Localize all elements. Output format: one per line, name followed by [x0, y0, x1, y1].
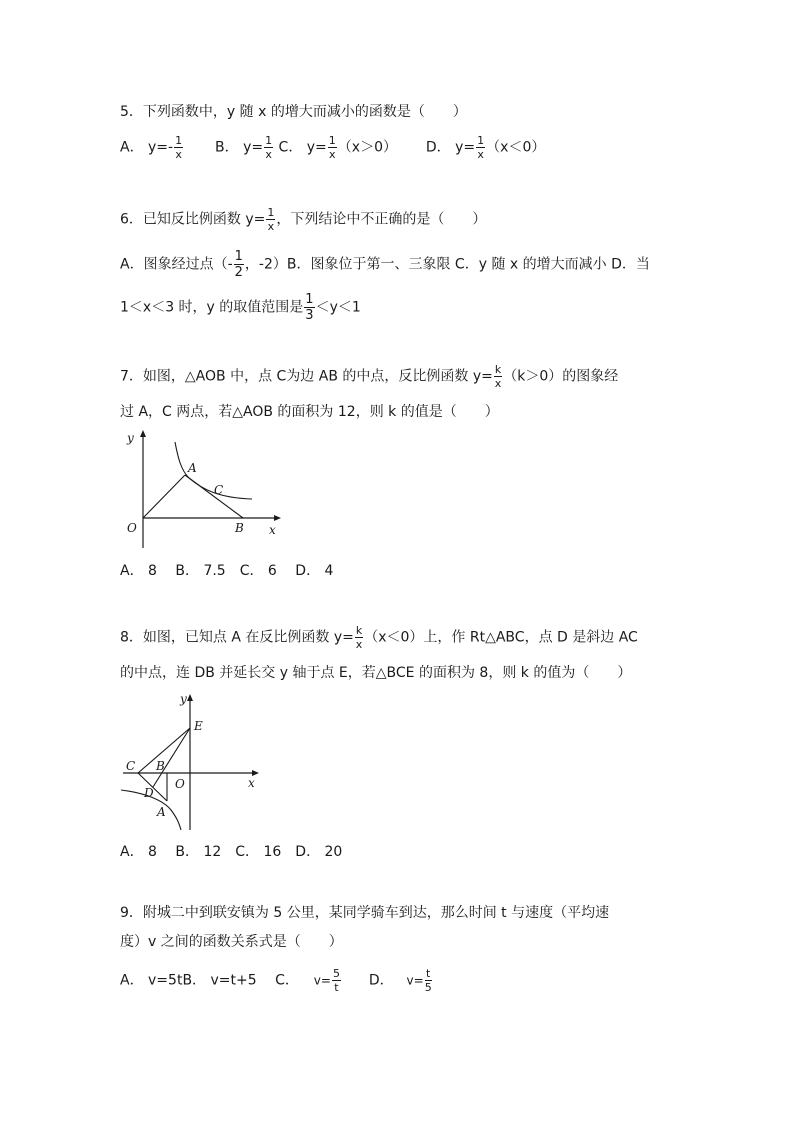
q6-stem-post: ，下列结论中不正确的是（ ）	[276, 211, 487, 228]
q7-stem-post: （k＞0）的图象经	[503, 368, 619, 385]
q9-options-ab: A． v=5tB． v=t+5 C．	[120, 972, 299, 989]
q9-option-d-pre: v=	[406, 973, 424, 988]
frac-denominator: x	[494, 377, 502, 390]
frac-denominator: 2	[234, 265, 243, 280]
y-axis-arrow	[187, 694, 193, 701]
q5-stem: 5．下列函数中，y 随 x 的增大而减小的函数是（ ）	[120, 104, 467, 120]
q6-stem	[120, 207, 486, 232]
q5-option-d-label: D． y=	[425, 139, 476, 156]
q6-line3-fraction	[304, 293, 314, 322]
label-E: E	[194, 719, 203, 733]
q5-option-b-label: B． y=	[215, 139, 264, 156]
frac-denominator: 5	[424, 981, 432, 994]
frac-denominator: x	[265, 148, 272, 161]
q9-option-d-fraction	[425, 968, 432, 993]
q6-line2	[120, 250, 650, 279]
frac-denominator: x	[267, 220, 275, 233]
segment-OA	[143, 475, 185, 518]
q7-stem	[120, 364, 618, 389]
q6-line3-pre: 1＜x＜3 时，y 的取值范围是	[120, 299, 304, 316]
frac-numerator: 1	[328, 134, 336, 147]
q9-line2: 度）v 之间的函数关系式是（ ）	[120, 934, 343, 950]
q6-line2-pre: A．图象经过点（-	[120, 256, 233, 273]
q5-option-d-condition: （x＜0）	[486, 139, 546, 156]
q5-option-c-label: C． y=	[278, 139, 327, 156]
label-A: A	[188, 461, 197, 475]
q6-line3	[120, 293, 361, 322]
label-B: B	[235, 521, 244, 535]
frac-denominator: x	[175, 148, 182, 161]
frac-numerator: 1	[267, 206, 275, 219]
label-x: x	[269, 523, 276, 537]
frac-numerator: 1	[234, 249, 243, 264]
frac-denominator: 3	[305, 308, 314, 323]
label-x: x	[248, 776, 255, 790]
frac-numerator: 1	[305, 292, 314, 307]
q6-line2-post: ，-2）B．图象位于第一、三象限 C．y 随 x 的增大而减小 D．当	[244, 256, 650, 273]
q8-stem-pre: 8．如图，已知点 A 在反比例函数 y=	[120, 629, 354, 646]
label-y: y	[180, 692, 187, 706]
frac-numerator: t	[426, 967, 431, 980]
y-axis-arrow	[140, 430, 146, 437]
frac-numerator: k	[355, 624, 363, 637]
q7-stem-pre: 7．如图，△AOB 中，点 C为边 AB 的中点，反比例函数 y=	[120, 368, 493, 385]
q8-stem-fraction	[355, 625, 363, 650]
q5-option-c-condition: （x＞0）	[337, 139, 397, 156]
label-C: C	[126, 759, 136, 773]
frac-denominator: x	[477, 148, 484, 161]
label-O: O	[127, 521, 137, 535]
label-D: D	[144, 786, 154, 800]
q9-option-c-pre: v=	[313, 973, 331, 988]
label-A: A	[157, 805, 166, 819]
label-C: C	[214, 483, 224, 497]
q6-line3-post: ＜y＜1	[315, 299, 361, 316]
q7-stem-fraction	[494, 364, 502, 389]
q9-stem: 9．附城二中到联安镇为 5 公里，某同学骑车到达，那么时间 t 与速度（平均速	[120, 905, 610, 921]
q9-option-c-fraction	[332, 968, 341, 993]
q8-options: A． 8 B． 12 C． 16 D． 20	[120, 844, 343, 860]
x-axis-arrow	[274, 515, 281, 521]
frac-numerator: 5	[332, 967, 340, 980]
frac-denominator: x	[329, 148, 336, 161]
q5-option-b-fraction	[264, 135, 273, 160]
frac-denominator: t	[334, 981, 339, 994]
q6-line2-fraction	[234, 250, 244, 279]
q6-stem-pre: 6．已知反比例函数 y=	[120, 211, 266, 228]
q9-option-d-label: D．	[368, 972, 394, 989]
q8-line2: 的中点，连 DB 并延长交 y 轴于点 E，若△BCE 的面积为 8，则 k 的值为（ ）	[120, 665, 632, 681]
q5-option-a-label: A． y=-	[120, 139, 174, 156]
q7-options: A． 8 B． 7.5 C． 6 D． 4	[120, 563, 334, 579]
q5-options	[120, 135, 545, 160]
q5-option-a-fraction	[174, 135, 183, 160]
q8-stem	[120, 625, 638, 650]
frac-numerator: 1	[265, 134, 273, 147]
frac-numerator: k	[494, 363, 502, 376]
frac-numerator: 1	[477, 134, 485, 147]
frac-numerator: 1	[175, 134, 183, 147]
frac-denominator: x	[355, 638, 363, 651]
q7-line2: 过 A，C 两点，若△AOB 的面积为 12，则 k 的值是（ ）	[120, 404, 499, 420]
label-B: B	[156, 759, 165, 773]
label-O: O	[175, 777, 185, 791]
q5-option-c-fraction	[328, 135, 337, 160]
q8-stem-post: （x＜0）上，作 Rt△ABC，点 D 是斜边 AC	[364, 629, 638, 646]
q9-options	[120, 968, 433, 993]
q8-figure	[115, 690, 265, 835]
q7-figure	[115, 428, 285, 553]
label-y: y	[127, 431, 134, 445]
q5-option-d-fraction	[476, 135, 485, 160]
q6-stem-fraction	[266, 207, 275, 232]
